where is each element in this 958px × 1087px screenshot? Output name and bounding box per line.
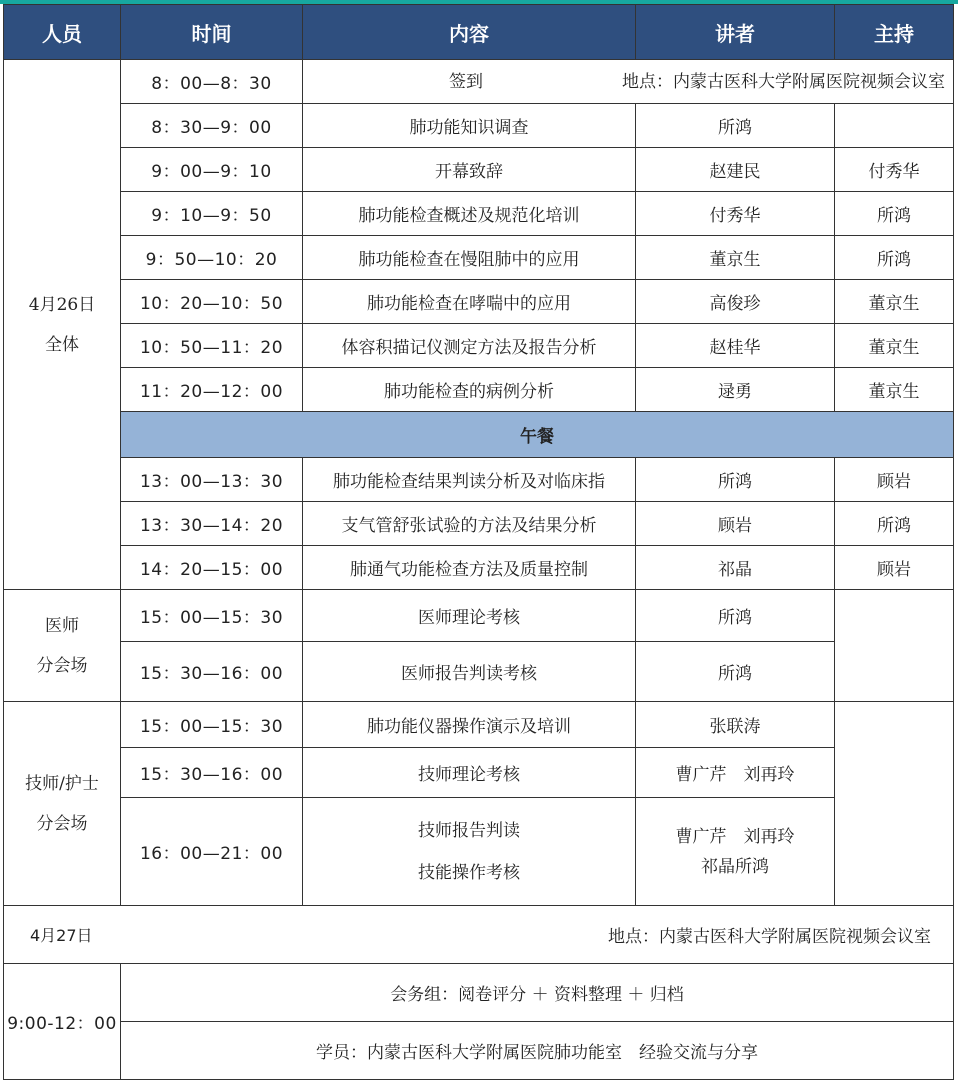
time-cell: 9：50—10：20: [121, 236, 303, 280]
speaker-cell: 所鸿: [636, 642, 835, 702]
time-cell: 15：00—15：30: [121, 702, 303, 748]
host-cell-empty: [835, 590, 954, 702]
time-cell: 11：20—12：00: [121, 368, 303, 412]
content-cell: 肺功能检查在哮喘中的应用: [303, 280, 636, 324]
speaker-cell: 祁晶: [636, 546, 835, 590]
speaker-cell: 所鸿: [636, 104, 835, 148]
host-cell: 所鸿: [835, 236, 954, 280]
time-cell: 10：20—10：50: [121, 280, 303, 324]
table-row: [4, 642, 954, 702]
table-row: [4, 192, 954, 236]
speaker-cell: 曹广芹 刘再玲: [636, 748, 835, 798]
time-cell: 8：30—9：00: [121, 104, 303, 148]
content-line: 技能操作考核: [418, 862, 520, 883]
host-cell: 顾岩: [835, 546, 954, 590]
host-cell: 董京生: [835, 280, 954, 324]
host-cell: 董京生: [835, 368, 954, 412]
content-cell: 开幕致辞: [303, 148, 636, 192]
time-cell: 9：00—9：10: [121, 148, 303, 192]
lunch-row: [4, 412, 954, 458]
day2-header-row: [4, 906, 954, 964]
content-cell: 医师理论考核: [303, 590, 636, 642]
speaker-cell: 所鸿: [636, 458, 835, 502]
speaker-line: 曹广芹 刘再玲: [675, 826, 795, 847]
header-speaker: 讲者: [636, 5, 835, 60]
time-cell: 13：00—13：30: [121, 458, 303, 502]
host-cell: 所鸿: [835, 192, 954, 236]
table-row: [4, 798, 954, 906]
time-cell: 13：30—14：20: [121, 502, 303, 546]
speaker-cell: 董京生: [636, 236, 835, 280]
header-host: 主持: [835, 5, 954, 60]
speaker-cell: 逯勇: [636, 368, 835, 412]
header-people: 人员: [4, 5, 121, 60]
speaker-cell: 高俊珍: [636, 280, 835, 324]
group-doctor-line1: 医师: [45, 615, 79, 636]
table-row: [4, 502, 954, 546]
lunch-banner: 午餐: [121, 412, 954, 458]
table-row: [4, 280, 954, 324]
group-tech-cell: [4, 702, 121, 906]
table-row: [4, 60, 954, 104]
group-doctor-line2: 分会场: [36, 655, 88, 676]
content-cell: [303, 798, 636, 906]
day2-time: 9:00-12：00: [4, 964, 121, 1080]
content-cell: 肺通气功能检查方法及质量控制: [303, 546, 636, 590]
speaker-cell: [636, 798, 835, 906]
time-cell: 10：50—11：20: [121, 324, 303, 368]
table-row: [4, 148, 954, 192]
schedule-table: [3, 4, 954, 1080]
content-cell: 体容积描记仪测定方法及报告分析: [303, 324, 636, 368]
table-row: [4, 1022, 954, 1080]
day2-row1: 会务组：阅卷评分 ＋ 资料整理 ＋ 归档: [121, 964, 954, 1022]
content-cell: 医师报告判读考核: [303, 642, 636, 702]
table-row: [4, 748, 954, 798]
speaker-cell: 张联涛: [636, 702, 835, 748]
table-row: [4, 458, 954, 502]
group-tech-line1: 技师/护士: [25, 773, 99, 794]
header-row: [4, 5, 954, 60]
table-row: [4, 236, 954, 280]
day2-date: 4月27日: [4, 906, 121, 964]
table-row: [4, 964, 954, 1022]
speaker-cell: 付秀华: [636, 192, 835, 236]
table-row: [4, 702, 954, 748]
header-content: 内容: [303, 5, 636, 60]
group-all-cell: [4, 60, 121, 590]
host-cell: [835, 104, 954, 148]
content-cell: 肺功能检查的病例分析: [303, 368, 636, 412]
table-row: [4, 104, 954, 148]
speaker-cell: 顾岩: [636, 502, 835, 546]
signin-location: 地点：内蒙古医科大学附属医院视频会议室: [622, 72, 945, 92]
day2-row2: 学员：内蒙古医科大学附属医院肺功能室 经验交流与分享: [121, 1022, 954, 1080]
group-tech-line2: 分会场: [36, 813, 88, 834]
host-cell-empty: [835, 702, 954, 906]
content-cell: 技师理论考核: [303, 748, 636, 798]
day1-date: 4月26日: [28, 294, 96, 315]
content-cell: 肺功能知识调查: [303, 104, 636, 148]
header-time: 时间: [121, 5, 303, 60]
content-cell: 肺功能检查概述及规范化培训: [303, 192, 636, 236]
time-cell: 15：00—15：30: [121, 590, 303, 642]
content-cell: 肺功能仪器操作演示及培训: [303, 702, 636, 748]
speaker-line: 祁晶所鸿: [701, 856, 769, 877]
content-cell: 支气管舒张试验的方法及结果分析: [303, 502, 636, 546]
time-cell: 16：00—21：00: [121, 798, 303, 906]
speaker-cell: 赵建民: [636, 148, 835, 192]
time-cell: 15：30—16：00: [121, 642, 303, 702]
host-cell: 顾岩: [835, 458, 954, 502]
group-doctor-cell: [4, 590, 121, 702]
group-all-label: 全体: [45, 334, 79, 355]
time-cell: 15：30—16：00: [121, 748, 303, 798]
table-row: [4, 324, 954, 368]
content-line: 技师报告判读: [418, 820, 520, 841]
table-row: [4, 590, 954, 642]
time-cell: 14：20—15：00: [121, 546, 303, 590]
day2-location: 地点：内蒙古医科大学附属医院视频会议室: [121, 906, 954, 964]
content-cell: 肺功能检查在慢阻肺中的应用: [303, 236, 636, 280]
time-cell: 8：00—8：30: [121, 60, 303, 104]
host-cell: 董京生: [835, 324, 954, 368]
speaker-cell: 所鸿: [636, 590, 835, 642]
signin-cell: [303, 60, 954, 104]
time-cell: 9：10—9：50: [121, 192, 303, 236]
signin-label: 签到: [449, 72, 483, 92]
table-row: [4, 368, 954, 412]
table-row: [4, 546, 954, 590]
speaker-cell: 赵桂华: [636, 324, 835, 368]
host-cell: 付秀华: [835, 148, 954, 192]
host-cell: 所鸿: [835, 502, 954, 546]
content-cell: 肺功能检查结果判读分析及对临床指: [303, 458, 636, 502]
